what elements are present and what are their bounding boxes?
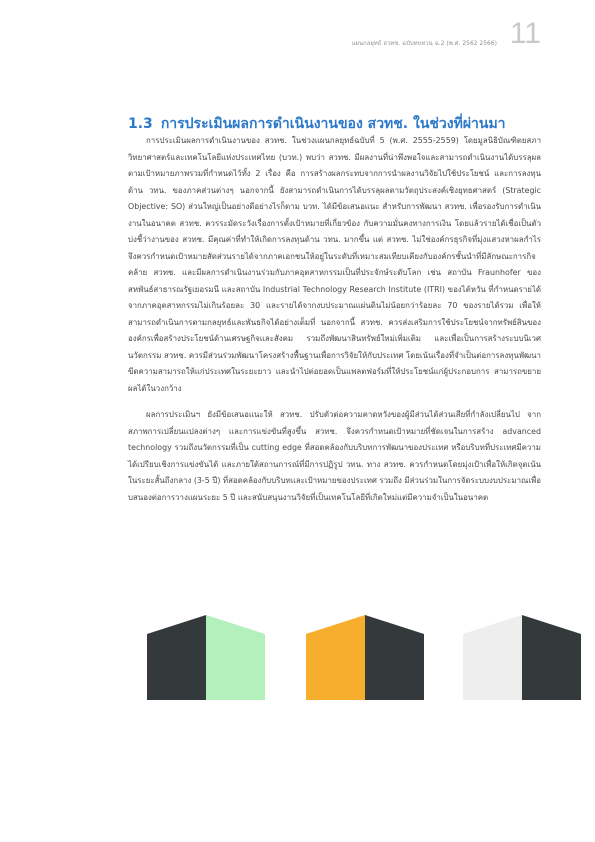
hex-middle-dark <box>365 615 424 700</box>
hexagon-middle <box>306 615 424 700</box>
section-number: 1.3 <box>128 116 153 132</box>
running-head: แผนกลยุทธ์ สวทช. ฉบับทบทวน ฉ.2 (พ.ศ. 2562 2566) <box>351 41 497 47</box>
section-heading <box>128 113 506 135</box>
page-header <box>0 0 595 60</box>
section-title: การประเมินผลการดำเนินงานของ สวทช. ในช่วงที่ผ่านมา <box>160 116 506 132</box>
paragraph: การประเมินผลการดำเนินงานของ สวทช. ในช่วงแผนกลยุทธ์ฉบับที่ 5 (พ.ศ. 2555-2559) โดยมูลนิธิบัณฑิตยสภาวิทยาศาสตร์และเทคโนโลยีแห่งประเทศไทย (บวท.) พบว่า สวทช. มีผลงานที่น่าพึงพอใจและสามารถดำเนินงานได้บรรลุผลตามเป้าหมายภาพรวมที่กำหนดไว้ทั้ง 2 เรื่อง คือ การสร้างผลกระทบจากการนำผลงานวิจัยไปใช้ประโยชน์ และการลงทุนด้าน วทน. ของภาคส่วนต่างๆ นอกจากนี้ ยังสามารถดำเนินการได้บรรลุผลตามวัตถุประสงค์เชิงยุทธศาสตร์ (Strategic Objective: SO) ส่วนใหญ่เป็นอย่างดีอย่างไรก็ตาม บวท. ได้มีข้อเสนอแนะ สำหรับการพัฒนา สวทช. เพื่อรองรับการดำเนินงานในอนาคต สวทช. ควรระมัดระวังเรื่องการตั้งเป้าหมายที่เกี่ยวข้อง กับความมั่นคงทางการเงิน โดยแล้วรายได้เชื่อเป็นตัวบ่งชี้ว่างานของ สวทช. มีคุณค่าที่ทำให้เกิดการลงทุนด้าน วทน. มากขึ้น แต่ สวทช. ไม่ใช่องค์กรธุรกิจที่มุ่งแสวงหาผลกำไร จึงควรกำหนดเป้าหมายสัดส่วนรายได้จากภาคเอกชนให้อยู่ในระดับที่เหมาะสมเทียบเคียงกับองค์กรชั้นนำที่มีลักษณะการกิจคล้าย สวทช. และมีผลการดำเนินงานร่วมกับภาคอุตสาหกรรมเป็นที่ประจักษ์ระดับโลก เช่น สถาบัน Fraunhofer ของสหพันธ์สาธารณรัฐเยอรมนี และสถาบัน Industrial Technology Research Institute (ITRI) ของไต้หวัน ที่กำหนดรายได้จากภาคอุตสาหกรรมไม่เกินร้อยละ 30 และรายได้จากงบประมาณแผ่นดินไม่น้อยกว่าร้อยละ 70 ของรายได้รวม เพื่อให้สามารถดำเนินการตามกลยุทธ์และพันธกิจได้อย่างเต็มที่ นอกจากนี้ สวทช. ควรส่งเสริมการใช้ประโยชน์จากทรัพย์สินของ องค์กรเพื่อสร้างประโยชน์ด้านเศรษฐกิจและสังคม รวมถึงพัฒนาสินทรัพย์ใหม่เพิ่มเติม และเพื่อเป็นการสร้างระบบนิเวศนวัตกรรม สวทช. ควรมีส่วนร่วมพัฒนาโครงสร้างพื้นฐานเพื่อการวิจัยให้กับประเทศ โดยเน้นเรื่องที่จำเป็นต่อการลงทุนพัฒนาขีดความสามารถให้แก่ประเทศในระยะยาว และนำไปต่อยอดเป็นแพลตฟอร์มที่ให้ประโยชน์แก่ผู้ประกอบการ สามารถขยายผลได้ในวงกว้าง <box>128 136 541 393</box>
hex-right-dark <box>522 615 581 700</box>
hex-middle-amber <box>306 615 365 700</box>
body-text <box>128 133 541 516</box>
hex-right-light <box>463 615 522 700</box>
hexagon-right <box>463 615 581 700</box>
hex-left-top-dark <box>147 615 206 700</box>
page-number: 11 <box>509 17 541 50</box>
paragraph: ผลการประเมินฯ ยังมีข้อเสนอแนะให้ สวทช. ปรับตัวต่อความคาดหวังของผู้มีส่วนได้ส่วนเสียที่กำลังเปลี่ยนไป จากสภาพการเปลี่ยนแปลงต่างๆ และการแข่งขันที่สูงขึ้น สวทช. จึงควรกำหนดเป้าหมายที่ชัดเจนในการสร้าง advanced technology รวมถึงนวัตกรรมที่เป็น cutting edge ที่สอดคล้องกับบริบทการพัฒนาของประเทศ หรือบริบทที่ประเทศมีความได้เปรียบเชิงการแข่งขันได้ และภายใต้สถานการณ์ที่มีการปฏิรูป วทน. ทาง สวทช. ควรกำหนดโดยมุ่งเป้าเพื่อให้เกิดจุดเน้นในระยะสั้นถึงกลาง (3-5 ปี) ที่สอดคล้องกับบริบทและเป้าหมายของประเทศ รวมถึง มีส่วนร่วมในการจัดระบบงบประมาณเพื่อบสนองต่อการวางแผนระยะ 5 ปี และสนับสนุนงานวิจัยที่เป็นเทคโนโลยีที่เกิดใหม่แต่มีความจำเป็นในอนาคต <box>128 410 541 502</box>
hexagon-decoration <box>0 600 595 700</box>
hex-left-mint <box>206 615 265 700</box>
hexagon-left <box>147 615 265 700</box>
